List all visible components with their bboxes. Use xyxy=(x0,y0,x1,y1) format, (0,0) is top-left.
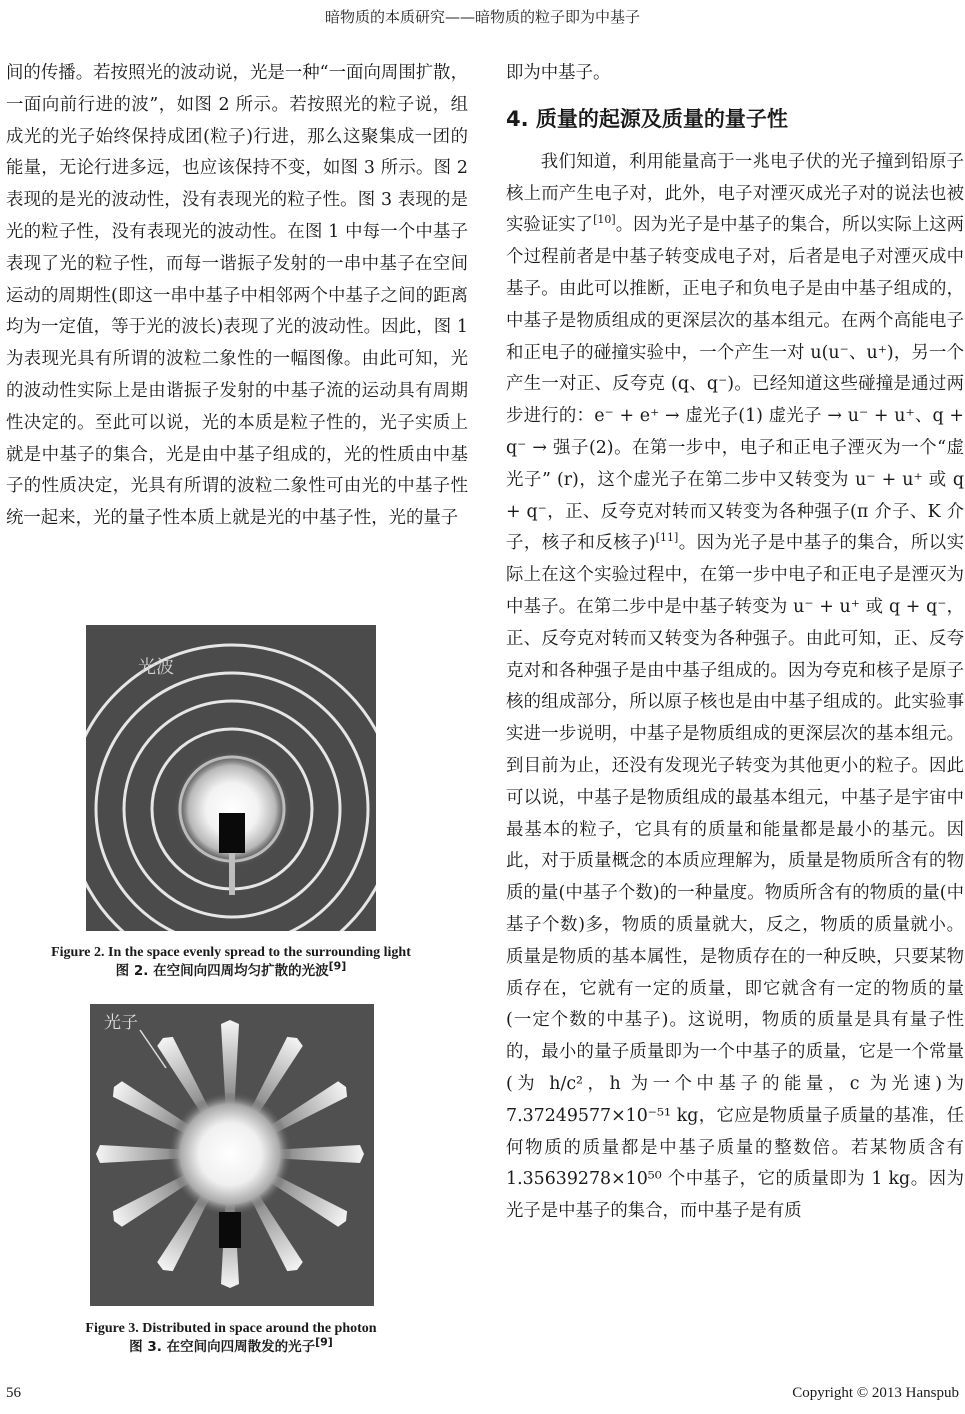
page-number: 56 xyxy=(6,1385,21,1401)
figure-3-image xyxy=(90,1004,374,1306)
figure-3-caption-en: Figure 3. Distributed in space around the photon xyxy=(85,1321,377,1336)
citation-11: [11] xyxy=(655,531,679,545)
figure-3-caption-zh-line xyxy=(0,1335,462,1356)
figure-2-caption xyxy=(0,944,462,980)
figure-2-caption-en: Figure 2. In the space evenly spread to the surrounding light xyxy=(51,945,411,960)
right-lead: 即为中基子。 xyxy=(506,63,611,83)
left-column xyxy=(6,58,468,535)
right-paragraph xyxy=(506,147,964,1228)
running-title: 暗物质的本质研究——暗物质的粒子即为中基子 xyxy=(324,8,640,26)
figure-2-label: 光波 xyxy=(138,657,174,678)
figure-2-caption-zh: 图 2. 在空间向四周均匀扩散的光波 xyxy=(115,963,329,979)
right-paragraph-part-a: 我们知道，利用能量高于一兆电子伏的光子撞到铅原子核上而产生电子对，此外，电子对湮灭成光子对的说法也被实验证实了 xyxy=(506,151,964,236)
figure-2-caption-zh-line xyxy=(0,959,462,980)
section-heading: 4. 质量的起源及质量的量子性 xyxy=(506,106,788,131)
figure-3-label: 光子 xyxy=(104,1013,138,1033)
figure-3-caption-zh: 图 3. 在空间向四周散发的光子 xyxy=(129,1339,316,1355)
right-paragraph-part-b: 。因为光子是中基子的集合，所以实际上这两个过程前者是中基子转变成电子对，后者是电子对湮灭成中基子。由此可以推断，正电子和负电子是由中基子组成的，中基子是物质组成的更深层次的基本组元。在两个高能电子和正电子的碰撞实验中，一个产生一对 u(u⁻、u⁺)，另一个产生一对正、反夸克 (q、q⁻)。已经知道这些碰撞是通过两步进行的：e⁻ + e⁺ → 虚光子(1) 虚光子 → u⁻ + u⁺、q + q⁻ → 强子(2)。在第一步中，电子和正电子湮灭为一个“虚光子” (r)，这个虚光子在第二步中又转变为 u⁻ + u⁺ 或 q + q⁻，正、反夸克对转而又转变为各种强子(π 介子、K 介子，核子和反核子) xyxy=(506,215,964,554)
right-paragraph-part-c: 。因为光子是中基子的集合，所以实际上在这个实验过程中，在第一步中电子和正电子是湮灭为中基子。在第二步中是中基子转变为 u⁻ + u⁺ 或 q + q⁻，正、反夸克对转而又转变为各种强子。由此可知，正、反夸克对和各种强子是由中基子组成的。因为夸克和核子是原子核的组成部分，所以原子核也是由中基子组成的。此实验事实进一步说明，中基子是物质组成的更深层次的基本组元。到目前为止，还没有发现光子转变为其他更小的粒子。因此可以说，中基子是物质组成的最基本组元，中基子是宇宙中最基本的粒子，它具有的质量和能量都是最小的基元。因此，对于质量概念的本质应理解为，质量是物质所含有的物质的量(中基子个数)的一种量度。物质所含有的物质的量(中基子个数)多，物质的质量就大，反之，物质的质量就小。质量是物质的基本属性，是物质存在的一种反映，只要某物质存在，它就有一定的质量，即它就含有一定的物质的量(一定个数的中基子)。这说明，物质的质量是具有量子性的，最小的量子质量即为一个中基子的质量，它是一个常量(为 h/c²，h 为一个中基子的能量，c 为光速)为 7.37249577×10⁻⁵¹ kg，它应是物质量子质量的基准，任何物质的质量都是中基子质量的整数倍。若某物质含有 1.35639278×10⁵⁰ 个中基子，它的质量即为 1 kg。因为光子是中基子的集合，而中基子是有质 xyxy=(506,533,964,1222)
left-paragraph: 间的传播。若按照光的波动说，光是一种“一面向周围扩散，一面向前行进的波”，如图 2 所示。若按照光的粒子说，组成光的光子始终保持成团(粒子)行进，那么这聚集成一团的能量，无论行进多远，也应该保持不变，如图 3 所示。图 2 表现的是光的波动性，没有表现光的粒子性。图 3 表现的是光的粒子性，没有表现光的波动性。在图 1 中每一个中基子表现了光的粒子性，而每一谐振子发射的一串中基子在空间运动的周期性(即这一串中基子中相邻两个中基子之间的距离均为一定值，等于光的波长)表现了光的波动性。因此，图 1 为表现光具有所谓的波粒二象性的一幅图像。由此可知，光的波动性实际上是由谐振子发射的中基子流的运动具有周期性决定的。至此可以说，光的本质是粒子性的，光子实质上就是中基子的集合，光是由中基子组成的，光的性质由中基子的性质决定，光具有所谓的波粒二象性可由光的中基子性统一起来，光的量子性本质上就是光的中基子性，光的量子 xyxy=(6,63,468,529)
figure-2-ref: [9] xyxy=(328,959,347,973)
figure-2-image xyxy=(86,625,376,931)
figure-3-ref: [9] xyxy=(315,1335,333,1349)
right-column xyxy=(506,58,964,1228)
citation-10: [10] xyxy=(593,213,616,227)
photon-illustration xyxy=(90,1004,374,1306)
light-wave-illustration xyxy=(86,625,376,931)
figure-3-caption xyxy=(0,1320,462,1356)
copyright: Copyright © 2013 Hanspub xyxy=(792,1385,959,1401)
